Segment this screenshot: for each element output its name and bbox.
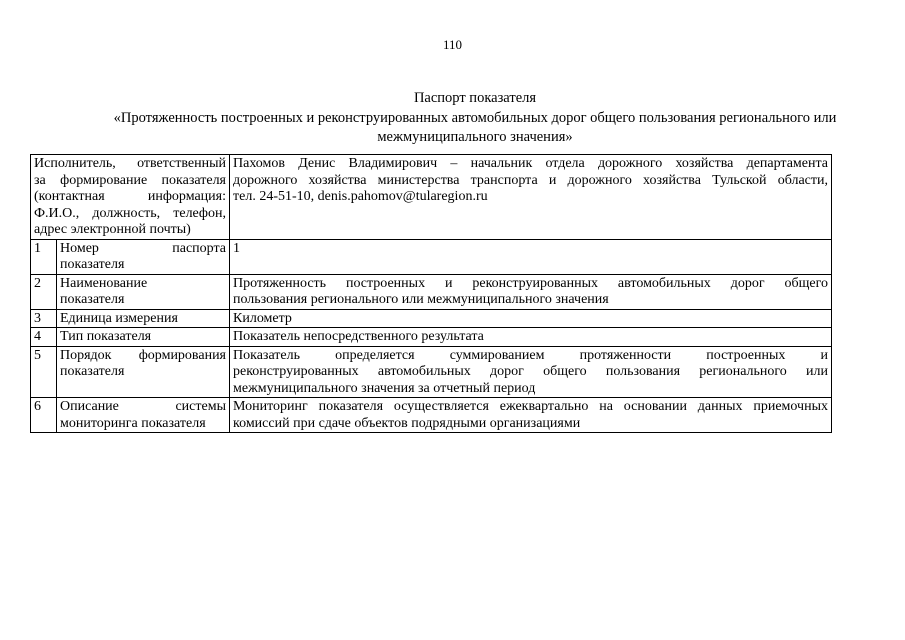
row-name-line: Наименование <box>60 275 148 291</box>
row-value-line: пользования регионального или межмуниципального значения <box>233 292 609 307</box>
row-name-line: Единица измерения <box>60 310 178 326</box>
row-value-cell <box>230 346 832 398</box>
executor-label-line: Исполнитель, ответственный <box>34 156 226 171</box>
row-value-cell <box>230 328 832 347</box>
executor-label-line: адрес электронной почты) <box>34 222 191 237</box>
table-row <box>31 346 832 398</box>
row-number: 1 <box>31 239 57 274</box>
row-value-cell <box>230 398 832 433</box>
row-number: 2 <box>31 274 57 309</box>
executor-label-cell <box>31 155 230 240</box>
row-name-cell <box>57 274 230 309</box>
row-name-line: мониторинга показателя <box>60 415 206 431</box>
row-value-line: реконструированных автомобильных дорог общего пользования регионального или <box>233 364 828 379</box>
row-name-line: Порядок формирования <box>60 347 226 363</box>
row-number: 6 <box>31 398 57 433</box>
document-title <box>60 89 890 148</box>
passport-table <box>30 154 832 433</box>
row-name-cell <box>57 398 230 433</box>
row-number: 3 <box>31 309 57 328</box>
page-number: 110 <box>442 37 463 52</box>
row-value-line: Километр <box>233 310 292 326</box>
executor-value-cell <box>230 155 832 240</box>
table-row <box>31 274 832 309</box>
executor-value-line: тел. 24-51-10, denis.pahomov@tularegion.ru <box>233 189 488 204</box>
row-value-cell <box>230 274 832 309</box>
table-row <box>31 328 832 347</box>
table-row <box>31 239 832 274</box>
table-row-executor <box>31 155 832 240</box>
row-name-line: Тип показателя <box>60 329 152 344</box>
row-name-cell <box>57 328 230 347</box>
row-value-line: Показатель определяется суммированием протяженности построенных и <box>233 347 828 363</box>
executor-value-line: Пахомов Денис Владимирович – начальник отдела дорожного хозяйства департамента <box>233 156 828 171</box>
row-name-line: показателя <box>60 364 125 379</box>
row-value-line: Мониторинг показателя осуществляется ежеквартально на основании данных приемочных <box>233 399 828 414</box>
row-value-line: 1 <box>233 240 240 256</box>
row-name-line: показателя <box>60 257 125 272</box>
executor-label-line: (контактная информация: <box>34 189 226 204</box>
row-value-line: комиссий при сдаче объектов подрядными организациями <box>233 415 581 431</box>
row-name-cell <box>57 346 230 398</box>
row-name-line: показателя <box>60 292 125 307</box>
row-value-cell <box>230 309 832 328</box>
row-name-cell <box>57 239 230 274</box>
executor-value-line: дорожного хозяйства министерства транспорта и дорожного хозяйства Тульской области, <box>233 172 828 188</box>
row-value-line: межмуниципального значения за отчетный период <box>233 380 536 396</box>
row-value-line: Протяженность построенных и реконструированных автомобильных дорог общего <box>233 275 828 291</box>
executor-label-line: за формирование показателя <box>34 172 226 188</box>
executor-label-line: Ф.И.О., должность, телефон, <box>34 205 226 221</box>
row-value-cell <box>230 239 832 274</box>
title-line-3: межмуниципального значения» <box>377 129 573 145</box>
row-number: 5 <box>31 346 57 398</box>
table-row <box>31 398 832 433</box>
row-name-cell <box>57 309 230 328</box>
title-line-2: «Протяженность построенных и реконструированных автомобильных дорог общего пользования регионального или <box>113 109 837 126</box>
row-value-line: Показатель непосредственного результата <box>233 329 484 344</box>
row-name-line: Описание системы <box>60 399 226 414</box>
title-line-1: Паспорт показателя <box>413 90 537 106</box>
row-number: 4 <box>31 328 57 347</box>
table-row <box>31 309 832 328</box>
row-name-line: Номер паспорта <box>60 240 226 256</box>
